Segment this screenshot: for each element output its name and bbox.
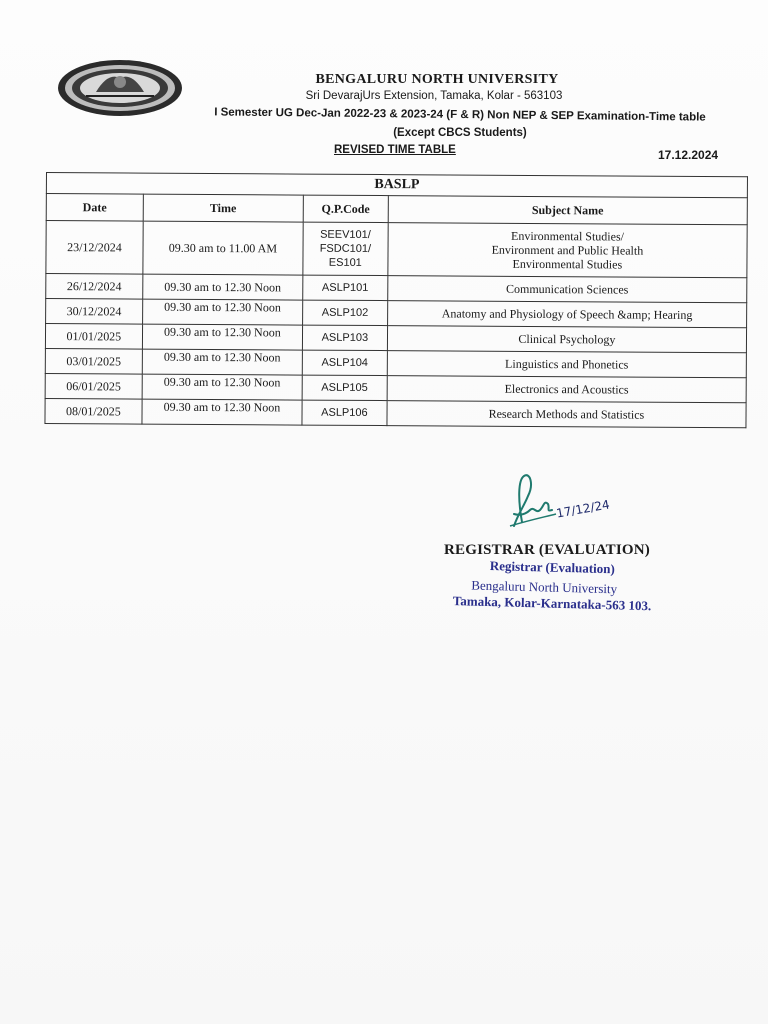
cell-time: 09.30 am to 12.30 Noon: [142, 399, 302, 425]
cell-date: 26/12/2024: [46, 274, 143, 300]
column-header-qp-code: Q.P.Code: [303, 195, 388, 223]
cell-time: 09.30 am to 12.30 Noon: [143, 274, 303, 300]
cell-date: 01/01/2025: [45, 324, 142, 350]
cell-date: 08/01/2025: [45, 398, 142, 424]
table-title: BASLP: [46, 173, 747, 198]
university-emblem-icon: [56, 58, 184, 118]
cell-date: 23/12/2024: [46, 221, 143, 275]
subject-line: Environment and Public Health: [491, 242, 644, 258]
table-row: [46, 221, 747, 278]
qp-code-line: FSDC101/: [319, 242, 372, 255]
qp-code-line: SEEV101/: [320, 228, 371, 241]
cell-qp-code: ASLP106: [302, 400, 387, 426]
university-address: Sri DevarajUrs Extension, Tamaka, Kolar - 563103: [305, 90, 563, 102]
signature-date: 17/12/24: [555, 497, 611, 521]
stamp-line: Registrar (Evaluation): [489, 558, 616, 577]
cell-date: 03/01/2025: [45, 348, 142, 374]
exam-exception-note: (Except CBCS Students): [393, 127, 527, 139]
cell-time: 09.30 am to 11.00 AM: [143, 221, 303, 275]
cell-subject: Anatomy and Physiology of Speech &amp; Hearing: [387, 301, 746, 328]
table-row: [45, 398, 746, 427]
issue-date: 17.12.2024: [658, 148, 719, 162]
cell-qp-code: ASLP104: [302, 350, 387, 376]
cell-time: 09.30 am to 12.30 Noon: [142, 349, 302, 375]
cell-qp-code: ASLP101: [303, 275, 388, 301]
cell-subject: Communication Sciences: [388, 276, 747, 303]
cell-time: 09.30 am to 12.30 Noon: [142, 374, 302, 400]
cell-subject: Linguistics and Phonetics: [387, 351, 746, 378]
cell-qp-code: ASLP102: [303, 300, 388, 326]
column-header-subject: Subject Name: [388, 196, 747, 225]
cell-time: 09.30 am to 12.30 Noon: [142, 299, 302, 325]
cell-qp-code: ASLP105: [302, 375, 387, 401]
stamp-line: Tamaka, Kolar-Karnataka-563 103.: [452, 593, 652, 614]
cell-qp-code: ASLP103: [302, 325, 387, 351]
subject-line: Environmental Studies: [512, 256, 623, 272]
stamp-line: Bengaluru North University: [471, 577, 618, 597]
qp-code-line: ES101: [328, 256, 362, 269]
cell-subject: Clinical Psychology: [387, 326, 746, 353]
cell-date: 06/01/2025: [45, 373, 142, 399]
column-header-time: Time: [143, 194, 303, 222]
cell-subject: Research Methods and Statistics: [387, 401, 746, 428]
revised-heading: REVISED TIME TABLE: [334, 144, 456, 156]
cell-subject: [388, 223, 748, 278]
column-header-date: Date: [46, 194, 143, 222]
university-name: BENGALURU NORTH UNIVERSITY: [315, 72, 559, 87]
timetable: [44, 172, 748, 428]
cell-date: 30/12/2024: [46, 299, 143, 325]
exam-title: I Semester UG Dec-Jan 2022-23 & 2023-24 (F & R) Non NEP & SEP Examination-Time table: [214, 106, 706, 124]
cell-subject: Electronics and Acoustics: [387, 376, 746, 403]
subject-line: Environmental Studies/: [510, 228, 625, 244]
registrar-title: REGISTRAR (EVALUATION): [444, 542, 650, 558]
cell-time: 09.30 am to 12.30 Noon: [142, 324, 302, 350]
cell-qp-code: [303, 222, 388, 276]
